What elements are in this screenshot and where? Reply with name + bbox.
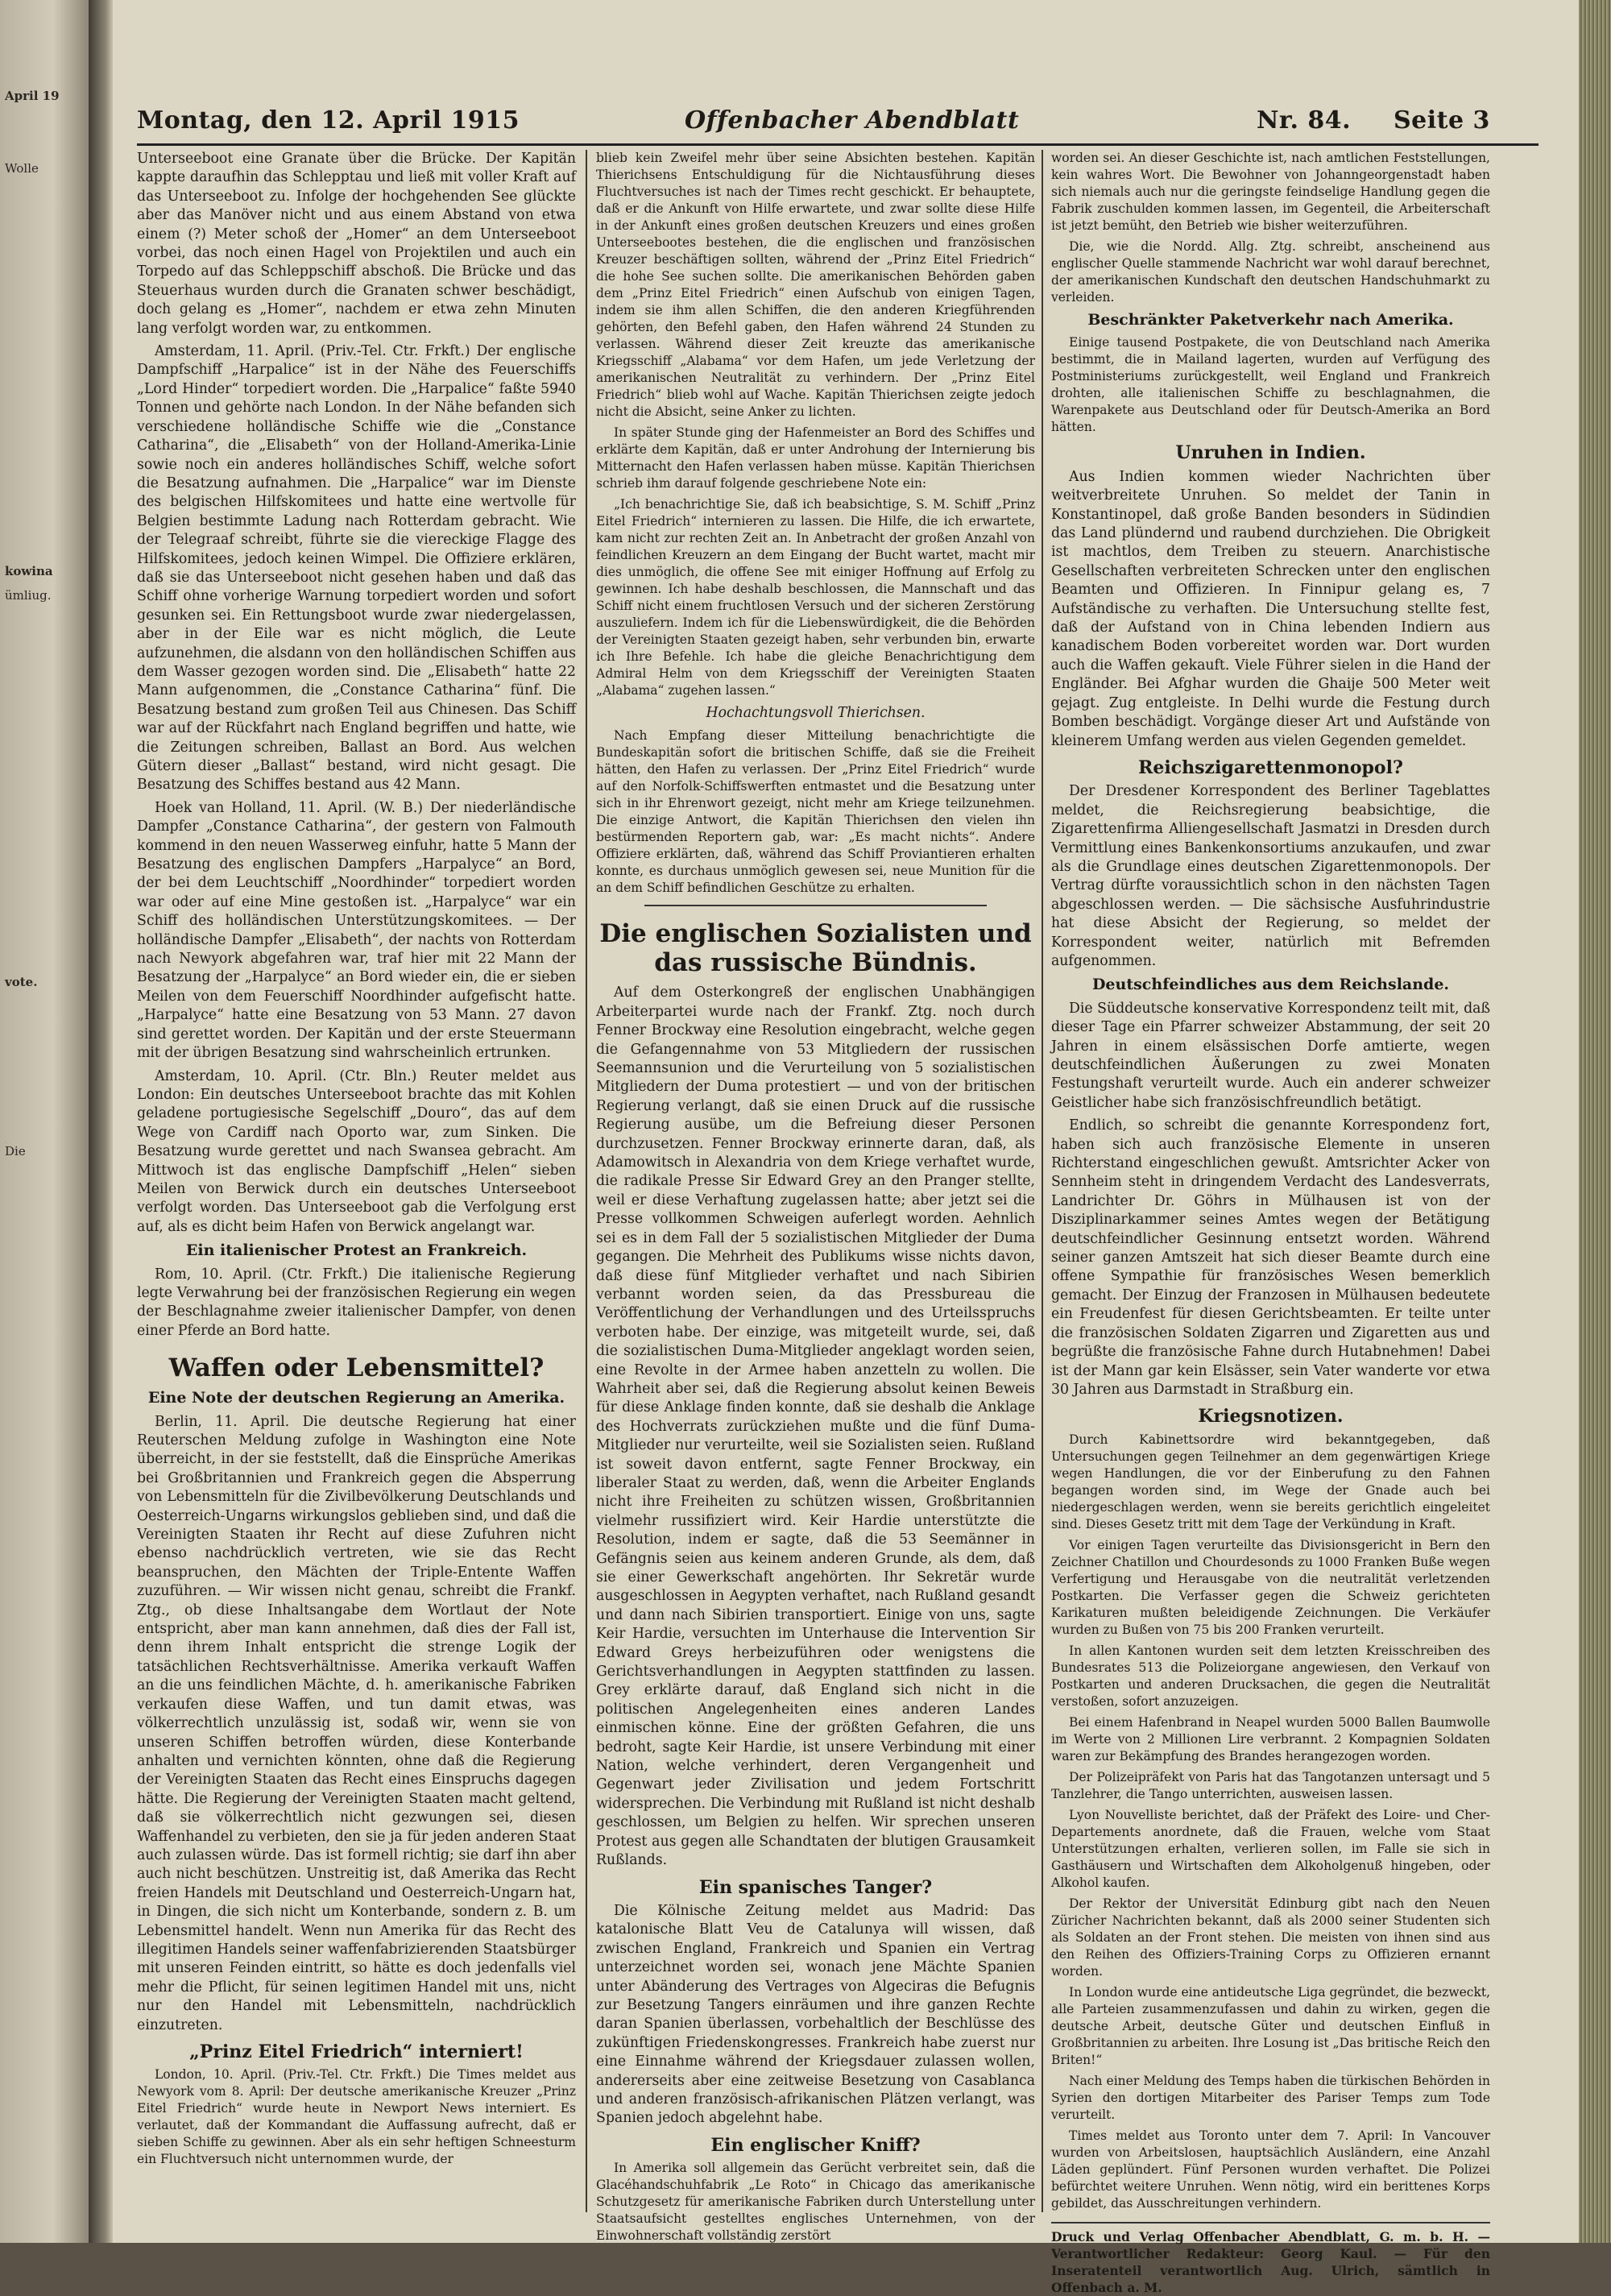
- article-paragraph: Times meldet aus Toronto unter dem 7. April: In Vancouver wurden von Arbeitslosen, hauptsächlich Ausländern, eine Anzahl Läden geplündert. Fünf Personen wurden verhaftet. Die Polizei befürchtet weitere Unruhen. Wenn nötig, wird ein berittenes Korps gebildet, das Ausschreitungen verhindern.: [1051, 2128, 1490, 2211]
- quoted-letter: „Ich benachrichtige Sie, daß ich beabsichtige, S. M. Schiff „Prinz Eitel Friedrich“ internieren zu lassen. Die Hilfe, die ich erwartete, kam nicht zur rechten Zeit an. In Anbetracht der großen Anzahl von feindlichen Kreuzern an dem Eingang der Bucht wartet, macht mir dies unmöglich, die offene See mit einiger Hoffnung auf Erfolg zu gewinnen. Ich habe deshalb beschlossen, die Mannschaft und das Schiff nicht einem fruchtlosen Versuch und der sicheren Zerstörung auszuliefern. Indem ich für die Liebenswürdigkeit, die die Behörden der Vereinigten Staaten gezeigt haben, sehr verbunden bin, erwarte ich Ihre Befehle. Ich habe die gleiche Benachrichtigung dem Admiral Helm von dem Kriegsschiff der Vereinigten Staaten „Alabama“ zugehen lassen.“: [596, 497, 1035, 698]
- header-issue-number: Nr. 84.: [1257, 106, 1352, 135]
- article-paragraph: Amsterdam, 11. April. (Priv.-Tel. Ctr. Frkft.) Der englische Dampfschiff „Harpalice“ ist in der Nähe des Feuerschiffs „Lord Hinder“ torpediert worden. Die „Harpalice“ faßte 5940 Tonnen und gehörte nach London. In der Nähe befanden sich verschiedene holländische Schiffe wie die „Constance Catharina“, die „Elisabeth“ von der Holland-Amerika-Linie sowie noch ein anderes holländisches Schiff, welche sofort die Besatzung aufnahmen. Die „Harpalice“ war im Dienste des belgischen Hilfskomitees und hatte eine wertvolle für Belgien bestimmte Ladung nach Rotterdam gebracht. Wie der Telegraaf schreibt, führte sie die viereckige Flagge des Hilfskomitees, jedoch keinen Wimpel. Die Offiziere erklären, daß sie das Unterseeboot nicht gesehen haben und daß das Schiff ohne vorherige Warnung torpediert worden und sofort gesunken sei. Ein Rettungsboot wurde zwar niedergelassen, aber in der Eile war es nicht möglich, die Leute aufzunehmen, die alsdann von den holländischen Schiffen aus dem Wasser gezogen worden sind. Die „Elisabeth“ hatte 22 Mann aufgenommen, die „Constance Catharina“ fünf. Die Besatzung bestand zum großen Teil aus Chinesen. Das Schiff war auf der Rückfahrt nach England begriffen und hatte, wie die Zeitungen schreiben, Ballast an Bord. Aus welchen Gütern dieser „Ballast“ bestand, wird nicht gesagt. Die Besatzung des Schiffes bestand aus 42 Mann.: [137, 343, 576, 794]
- headline-eitel-friedrich: „Prinz Eitel Friedrich“ interniert!: [189, 2041, 524, 2062]
- article-paragraph: Die Kölnische Zeitung meldet aus Madrid: Das katalonische Blatt Veu de Catalunya will wissen, daß zwischen England, Frankreich und Spanien ein Vertrag unterzeichnet worden sei, wonach jene Mächte Spanien unter Abänderung des Vertrages von Algeciras die Befugnis zur Besetzung Tangers einräumen und ihre ganzen Rechte daran Spanien überlassen, vorbehaltlich der Beschlüsse des zukünftigen Friedenskongresses. Frankreich habe zuerst nur eine Einnahme während der Kriegsdauer zulassen wollen, andererseits aber eine zeitweise Besetzung von Casablanca und anderen französisch-afrikanischen Plätzen verlangt, was Spanien jedoch abgelehnt habe.: [596, 1902, 1035, 2127]
- article-paragraph: Der Dresdener Korrespondent des Berliner Tageblattes meldet, die Reichsregierung beabsichtige, die Zigarettenfirma Alliengesellschaft Jasmatzi in Dresden durch Vermittlung eines Bankenkonsortiums anzukaufen, und zwar als die Grundlage eines deutschen Zigarettenmonopols. Der Vertrag dürfte voraussichtlich schon in den nächsten Tagen abgeschlossen werden. — Die sächsische Ausfuhrindustrie hat diese Absicht der Regierung, so meldet der Korrespondent weiter, natürlich mit Befremden aufgenommen.: [1051, 783, 1490, 969]
- page-edge-stack: [1579, 0, 1611, 2243]
- newspaper-page: [113, 0, 1579, 2295]
- article-paragraph: Auf dem Osterkongreß der englischen Unabhängigen Arbeiterpartei wurde nach der Frankf. Ztg. noch durch Fenner Brockway eine Resolution eingebracht, welche gegen die Gefangennahme von 53 Mitgliedern der russischen Seemannsunion und die Verurteilung von 5 sozialistischen Mitgliedern der Duma protestiert — und von der britischen Regierung verlangt, daß sie einen Druck auf die russische Regierung ausübe, um die Befreiung dieser Personen durchzusetzen. Fenner Brockway erinnerte daran, daß, als Adamowitsch in Alexandria von dem Kriege verhaftet wurde, die radikale Presse Sir Edward Grey an den Pranger stellte, weil er diese Verhaftung zugelassen hatte; aber jetzt sei die Presse vollkommen Schweigen auferlegt worden. Aehnlich sei es in dem Fall der 5 sozialistischen Mitglieder der Duma gegangen. Die Mehrheit des Publikums wisse nichts davon, daß diese fünf Mitglieder verhaftet und nach Sibirien verbannt worden seien, da das Pressbureau die Veröffentlichung der Verhandlungen und des Urteilsspruchs verboten habe. Der einzige, was mitgeteilt wurde, sei, daß die sozialistischen Duma-Mitglieder angeklagt worden seien, eine Revolte in der Armee haben anzetteln zu wollen. Die Wahrheit aber sei, daß die Regierung absolut keinen Beweis für diese Anklage finden konnte, daß sie deshalb die Anklage des Hochverrats zurückziehen mußte und die fünf Duma-Mitglieder nur verurteilte, weil sie Sozialisten seien. Rußland ist soweit davon entfernt, sagte Fenner Brockway, ein liberaler Staat zu werden, daß, wenn die Arbeiter Englands nicht ihre Freiheiten zu schützen wissen, Großbritannien vielmehr russifiziert wird. Keir Hardie unterstützte die Resolution, indem er sagte, daß die 53 Seemänner in Gefängnis seien aus keinem anderen Grunde, als dem, daß sie einer Gewerkschaft angehörten. Ihr Sekretär wurde ausgeschlossen in Aegypten verhaftet, nach Rußland gesandt und dann nach Sibirien transportiert. Einige von uns, sagte Keir Hardie, versuchten im Unterhause die Intervention Sir Edward Greys herbeizuführen oder wenigstens die Gerichtsverhandlungen in Aegypten stattfinden zu lassen. Grey erklärte darauf, daß England sich nicht in die politischen Angelegenheiten eines anderen Landes einmischen könne. Eine der größten Gefahren, die uns bedroht, sagte Keir Hardie, ist unsere Verbindung mit einer Nation, welche verhindert, deren Vergangenheit und Gegenwart jeder Zivilisation und jedem Fortschritt widersprechen. Die Verbindung mit Rußland ist nicht deshalb geschlossen, um Belgien zu helfen. Wir sprechen unseren Protest aus gegen alle Schandtaten der blutigen Grausamkeit Rußlands.: [596, 984, 1035, 1869]
- article-paragraph: In allen Kantonen wurden seit dem letzten Kreisschreiben des Bundesrates 513 die Polizeiorgane angewiesen, den Verkauf von Postkarten und anderen Drucksachen, die gegen die Neutralität verstoßen, sofort anzuzeigen.: [1051, 1643, 1490, 1709]
- margin-fragment: Wolle: [5, 161, 39, 176]
- adjacent-page-fragment: [0, 0, 89, 2243]
- letter-signature: Hochachtungsvoll Thierichsen.: [706, 705, 926, 721]
- article-paragraph: In London wurde eine antideutsche Liga gegründet, die bezweckt, alle Parteien zusammenzufassen und dahin zu wirken, gegen die deutsche Arbeit, deutsche Güter und deutschen Einfluß in Großbritannien zu arbeiten. Ihre Losung ist „Das britische Reich den Briten!“: [1051, 1984, 1490, 2067]
- imprint: Druck und Verlag Offenbacher Abendblatt, G. m. b. H. — Verantwortlicher Redakteur: Georg Kaul. — Für den Inseratenteil verantwortlich Aug. Ulrich, sämtlich in Offenbach a. M.: [1051, 2222, 1490, 2296]
- article-paragraph: London, 10. April. (Priv.-Tel. Ctr. Frkft.) Die Times meldet aus Newyork vom 8. April: Der deutsche amerikanische Kreuzer „Prinz Eitel Friedrich“ wurde heute in Newport News interniert. Es verlautet, daß der Kommandant die Auffassung aufrecht, daß er sieben Schiffe zu gewinnen. Aber als ein sehr heftigen Schneesturm ein Fluchtversuch nicht unternommen wurde, der: [137, 2067, 576, 2167]
- column-rule: [1042, 150, 1043, 2212]
- column-3: [1051, 150, 1490, 2295]
- headline-english-trick: Ein englischer Kniff?: [710, 2134, 921, 2156]
- article-paragraph: Der Rektor der Universität Edinburg gibt nach den Neuen Züricher Nachrichten bekannt, daß als 2000 seiner Studenten sich als Soldaten an der Front stehen. Die meisten von ihnen sind aus den Reihen des Offiziers-Training Corps zu Offizieren ernannt worden.: [1051, 1896, 1490, 1979]
- article-paragraph: Nach Empfang dieser Mitteilung benachrichtigte die Bundeskapitän sofort die britischen Schiffe, daß sie die Freiheit hätten, den Hafen zu verlassen. Der „Prinz Eitel Friedrich“ wurde auf den Norfolk-Schiffswerften entmastet und die Besatzung unter sich in ihr Ehrenwort gezeigt, nicht mehr am Kriege teilzunehmen. Die einzige Antwort, die Kapitän Thierichsen den vielen ihn bestürmenden Reportern gab, war: „Es macht nichts“. Andere Offiziere erklärten, daß, während das Schiff Proviantieren erhalten konnte, es durchaus unmöglich gewesen sei, neue Munition für die an dem Schiff befindlichen Geschütze zu erhalten.: [596, 728, 1035, 896]
- article-paragraph: Der Polizeipräfekt von Paris hat das Tangotanzen untersagt und 5 Tanzlehrer, die Tango unterrichten, ausweisen lassen.: [1051, 1769, 1490, 1801]
- headline-parcel-traffic: Beschränkter Paketverkehr nach Amerika.: [1087, 311, 1454, 329]
- headline-spanish-tangier: Ein spanisches Tanger?: [698, 1876, 933, 1898]
- article-paragraph: Berlin, 11. April. Die deutsche Regierung hat einer Reuterschen Meldung zufolge in Washington eine Note überreicht, in der sie feststellt, daß die Einsprüche Amerikas bei Großbritannien und Frankreich gegen die Absperrung von Lebensmitteln für die Zivilbevölkerung Deutschlands und Oesterreich-Ungarns wirkungslos geblieben sind, und daß die Vereinigten Staaten ihr Recht auf diese Zufuhren nicht ebenso nachdrücklich vertreten, wie sie das Recht beanspruchen, den Mächten der Triple-Entente Waffen zuzuführen. — Wir wissen nicht genau, schreibt die Frankf. Ztg., ob diese Inhaltsangabe dem Wortlaut der Note entspricht, aber man kann annehmen, daß dies der Fall ist, denn ihrem Inhalt entspricht die strenge Logik der tatsächlichen Rechtsverhältnisse. Amerika verkauft Waffen an die uns feindlichen Mächte, d. h. amerikanische Fabriken verkaufen diese Waffen, und tun damit etwas, was völkerrechtlich unzulässig ist, sodaß wir, wenn sie von unseren Schiffen betroffen würden, diese Konterbande anhalten und vernichten könnten, ohne daß die Regierung der Vereinigten Staaten das Recht eines Einspruchs dagegen hätte. Die Regierung der Vereinigten Staaten macht geltend, daß sie völkerrechtlich nicht gezwungen sei, diesen Waffenhandel zu verbieten, den sie ja für jeden anderen Staat auch zulassen würde. Das ist formell richtig; sie darf ihn aber auch nicht beschützen. Unstreitig ist, daß Amerika das Recht freien Handels mit Deutschland und Oesterreich-Ungarn hat, in Dingen, die sich nicht um Konterbande, sondern z. B. um Lebensmittel handelt. Wenn nun Amerika für das Recht des illegitimen Handels seiner waffenfabrizierenden Staatsbürger mit unseren Feinden eintritt, so hätte es doch jedenfalls viel mehr die Pflicht, für seinen legitimen Handel mit uns, nicht nur den Handel mit Lebensmitteln, nachdrücklich einzutreten.: [137, 1413, 576, 2033]
- article-paragraph: Unterseeboot eine Granate über die Brücke. Der Kapitän kappte daraufhin das Schlepptau und ließ mit voller Kraft auf das Unterseeboot zu. Infolge der hochgehenden See glückte aber das Manöver nicht und aus einem Abstand von etwa einem (?) Meter schoß der „Homer“ an dem Unterseeboot vorbei, das noch einen Hagel von Projektilen und auch ein Torpedo auf das Schleppschiff abschoß. Die Brücke und das Steuerhaus wurden durch die Granaten schwer beschädigt, doch gelang es „Homer“, nachdem er etwa zehn Minuten lang verfolgt worden war, zu entkommen.: [137, 151, 576, 337]
- article-paragraph: Bei einem Hafenbrand in Neapel wurden 5000 Ballen Baumwolle im Werte von 2 Millionen Lire verbrannt. 2 Kompagnien Soldaten waren zur Bekämpfung des Brandes herangezogen worden.: [1051, 1714, 1490, 1763]
- article-paragraph: Endlich, so schreibt die genannte Korrespondenz fort, haben sich auch französische Elemente in unseren Richterstand eingeschlichen gewußt. Amtsrichter Acker von Sennheim steht in dringendem Verdacht des Landesverrats, Landrichter Dr. Göhrs in Mülhausen ist von der Disziplinarkammer seines Amtes wegen der Betätigung deutschfeindlicher Gesinnung entsetzt worden. Während seiner ganzen Amtszeit hat sich dieser Beamte durch eine offene Sympathie für französisches Wesen bemerklich gemacht. Der Einzug der Franzosen in Mülhausen bedeutete ein Freudenfest für diesen Gerichtsbeamten. Er teilte unter die französischen Soldaten Zigarren und Zigaretten aus und begrüßte die französische Fahne durch Hutabnehmen! Dabei ist der Mann gar kein Elsässer, sein Vater wanderte vor etwa 30 Jahren aus Darmstadt in Straßburg ein.: [1051, 1117, 1490, 1398]
- headline-english-socialists: Die englischen Sozialisten und das russische Bündnis.: [599, 919, 1032, 978]
- subheadline-note: Eine Note der deutschen Regierung an Amerika.: [147, 1389, 565, 1407]
- margin-fragment: Die: [5, 1144, 26, 1158]
- headline-cigarette-monopoly: Reichszigarettenmonopol?: [1138, 756, 1403, 778]
- article-paragraph: Einige tausend Postpakete, die von Deutschland nach Amerika bestimmt, die in Mailand lagerten, wurden auf Verfügung des Postministeriums zurückgestellt, weil England und Frankreich drohten, alle italienischen Schiffe zu beschlagnahmen, die Warenpakete aus Deutschland oder für Deutsch-Amerika an Bord hätten.: [1051, 335, 1490, 435]
- headline-war-notes: Kriegsnotizen.: [1198, 1406, 1344, 1428]
- article-paragraph: In Amerika soll allgemein das Gerücht verbreitet sein, daß die Glacéhandschuhfabrik „Le Roto“ in Chicago das amerikanische Schutzgesetz für amerikanische Fabriken durch Unterstellung unter Staatsaufsicht gestelltes englisches Unternehmen, von der Einwohnerschaft vollständig zerstört: [596, 2161, 1035, 2244]
- margin-fragment: kowina: [5, 564, 53, 578]
- header-title: Offenbacher Abendblatt: [685, 106, 1020, 135]
- header-page-number: Seite 3: [1394, 106, 1490, 135]
- article-paragraph: Die Süddeutsche konservative Korrespondenz teilt mit, daß dieser Tage ein Pfarrer schweizer Abstammung, der seit 20 Jahren in einem elsässischen Dorfe amtierte, wegen deutschfeindlichen Äußerungen zu zwei Monaten Festungshaft verurteilt wurde. Auch ein anderer schweizer Geistlicher habe sich französischfreundlich betätigt.: [1051, 1000, 1490, 1111]
- margin-fragment: April 19: [5, 89, 60, 103]
- article-paragraph: Vor einigen Tagen verurteilte das Divisionsgericht in Bern den Zeichner Chatillon und Chourdesonds zu 1000 Franken Buße wegen Verfertigung und Herausgabe von die neutralität verletzenden Postkarten. Die Verfasser gegen die Schweiz gerichteten Karikaturen mußten beleidigende Zeichnungen. Die Verkäufer wurden zu Bußen von 75 bis 200 Franken verurteilt.: [1051, 1537, 1490, 1637]
- headline-reichslande: Deutschfeindliches aus dem Reichslande.: [1091, 976, 1450, 994]
- article-separator: [644, 905, 987, 906]
- binding-gutter: [89, 0, 113, 2243]
- article-paragraph: Lyon Nouvelliste berichtet, daß der Präfekt des Loire- und Cher-Departements anordnete, daß die Frauen, welche vom Staat Unterstützungen erhalten, verlieren sollen, im Falle sie sich in Gasthäusern und Wirtschaften dem Alkoholgenuß hingeben, oder Alkohol kaufen.: [1051, 1807, 1490, 1890]
- article-paragraph: Durch Kabinettsordre wird bekanntgegeben, daß Untersuchungen gegen Teilnehmer an dem gegenwärtigen Kriege wegen Handlungen, die vor der Einberufung zu den Fahnen begangen worden sind, im Wege der Gnade auch bei niedergeschlagen werden, wenn sie bereits gerichtlich eingeleitet sind. Dieses Gesetz tritt mit dem Tage der Verkündung in Kraft.: [1051, 1432, 1490, 1531]
- article-paragraph: Aus Indien kommen wieder Nachrichten über weitverbreitete Unruhen. So meldet der Tanin in Konstantinopel, daß große Banden besonders in Südindien das Land plündernd und raubend durchziehen. Die Obrigkeit ist machtlos, dem Treiben zu steuern. Anarchistische Gesellschaften verbreiteten Schrecken unter den englischen Beamten und Offizieren. In Finnipur gelang es, 7 Aufständische zu verhaften. Die Untersuchung stellte fest, daß der Aufstand von in China lebenden Indiern aus kanadischem Boden vorbereitet worden war. Dort wurden auch die Waffen gekauft. Viele Führer sielen in die Hand der Engländer. Bei Afghar wurden die Ghaije 500 Meter weit gejagt. Zug entgleiste. In Delhi wurde die Festung durch Bomben beschädigt. Vorgänge dieser Art und Aufstände von kleinerem Umfang werden aus vielen Gegenden gemeldet.: [1051, 468, 1490, 749]
- article-paragraph: Hoek van Holland, 11. April. (W. B.) Der niederländische Dampfer „Constance Catharina“, der gestern von Falmouth kommend in den neuen Wasserweg einfuhr, hatte 5 Mann der Besatzung des englischen Dampfers „Harpalyce“ an Bord, der bei dem Leuchtschiff „Noordhinder“ torpediert worden war oder auf eine Mine gestoßen ist. „Harpalyce“ war ein Schiff des holländischen Unterstützungskomitees. — Der holländische Dampfer „Elisabeth“, der nachts von Rotterdam nach Newyork abgefahren war, traf hier mit 22 Mann der Besatzung der „Harpalyce“ an Bord wieder ein, die er sieben Meilen von dem Feuerschiff Noordhinder aufgefischt hatte. „Harpalyce“ hatte eine Besatzung von 53 Mann. 27 davon sind gerettet worden. Der Kapitän und der erste Steuermann mit der übrigen Besatzung sind wahrscheinlich ertrunken.: [137, 799, 576, 1062]
- article-paragraph: Die, wie die Nordd. Allg. Ztg. schreibt, anscheinend aus englischer Quelle stammende Nachricht war wohl darauf berechnet, der amerikanischen Kundschaft den deutschen Handschuhmarkt zu verleiden.: [1051, 239, 1490, 305]
- column-2: [596, 150, 1035, 2244]
- article-paragraph: worden sei. An dieser Geschichte ist, nach amtlichen Feststellungen, kein wahres Wort. Die Bewohner von Johanngeorgenstadt haben sich niemals auch nur die geringste feindselige Handlung gegen die Fabrik zuschulden kommen lassen, im Gegenteil, die Arbeiterschaft ist jetzt bemüht, den Betrieb wie bisher weiterzuführen.: [1051, 151, 1490, 233]
- article-paragraph: Rom, 10. April. (Ctr. Frkft.) Die italienische Regierung legte Verwahrung bei der französischen Regierung ein wegen der Beschlagnahme zweier italienischer Dampfer, von denen einer Pferde an Bord hatte.: [137, 1266, 576, 1339]
- column-rule: [586, 150, 587, 2212]
- headline-weapons-or-food: Waffen oder Lebensmittel?: [168, 1353, 545, 1383]
- column-1: [137, 150, 576, 2212]
- page-header: [137, 106, 1539, 139]
- article-paragraph: Amsterdam, 10. April. (Ctr. Bln.) Reuter meldet aus London: Ein deutsches Unterseeboot brachte das mit Kohlen geladene portugiesische Segelschiff „Douro“, das auf dem Wege von Cardiff nach Oporto war, zum Sinken. Die Besatzung wurde gerettet und nach Swansea gebracht. Am Mittwoch ist das englische Dampfschiff „Helen“ sieben Meilen von Berwick durch ein deutsches Unterseeboot verfolgt worden. Das Unterseeboot gab die Verfolgung erst auf, als es dicht beim Hafen von Berwick angelangt war.: [137, 1067, 576, 1235]
- margin-fragment: ümliug.: [5, 588, 52, 603]
- article-paragraph: blieb kein Zweifel mehr über seine Absichten bestehen. Kapitän Thierichsens Entschuldigung für die Nichtausführung dieses Fluchtversuches ist nach der Times recht geschickt. Er behauptete, daß er die Ankunft von Hilfe erwartete, und zwar sollte diese Hilfe in der Ankunft eines großen deutschen Kreuzers und eines großen Unterseebootes bestehen, die die englischen und französischen Kreuzer beschäftigen sollten, während der „Prinz Eitel Friedrich“ die hohe See suchen sollte. Die amerikanischen Behörden gaben dem „Prinz Eitel Friedrich“ einen Aufschub von einigen Tagen, indem sie ihm allen Schiffen, die den anderen Kriegführenden gehörten, den Befehl gaben, den Hafen während 24 Stunden zu verlassen. Während dieser Zeit kreuzte das amerikanische Kriegsschiff „Alabama“ vor dem Hafen, um jede Verletzung der amerikanischen Neutralität zu verhindern. Der „Prinz Eitel Friedrich“ blieb wohl auf Wache. Kapitän Thierichsen zeigte jedoch nicht die Absicht, seine Anker zu lichten.: [596, 151, 1035, 419]
- header-date: Montag, den 12. April 1915: [137, 106, 520, 135]
- header-rule: [137, 143, 1539, 146]
- headline-unrest-india: Unruhen in Indien.: [1175, 442, 1366, 464]
- article-paragraph: In später Stunde ging der Hafenmeister an Bord des Schiffes und erklärte dem Kapitän, daß er unter Androhung der Internierung bis Mitternacht den Hafen verlassen haben müsse. Kapitän Thierichsen schrieb ihm darauf folgende geschriebene Note ein:: [596, 425, 1035, 491]
- article-paragraph: Nach einer Meldung des Temps haben die türkischen Behörden in Syrien den dortigen Mitarbeiter des Pariser Temps zum Tode verurteilt.: [1051, 2073, 1490, 2122]
- headline-italian-protest: Ein italienischer Protest an Frankreich.: [185, 1241, 528, 1260]
- margin-fragment: vote.: [5, 975, 38, 989]
